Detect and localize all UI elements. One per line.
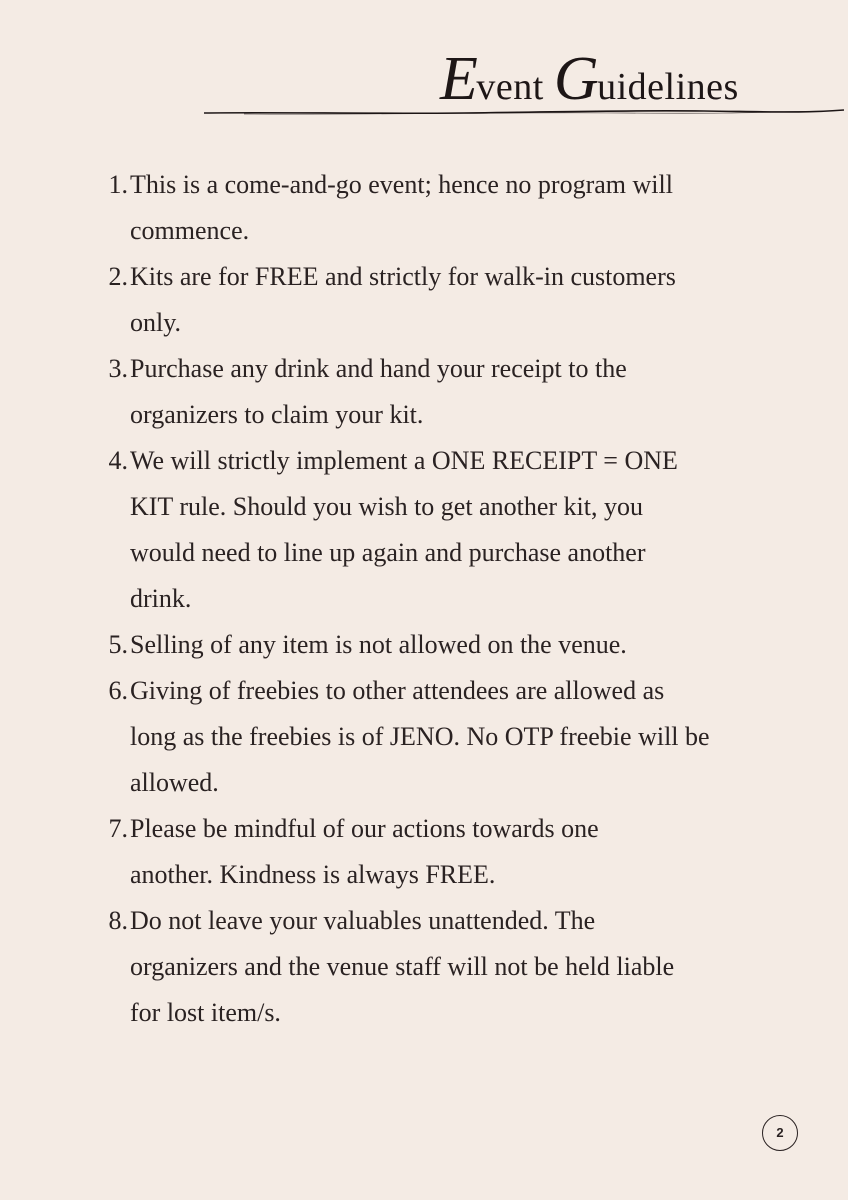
guideline-text: organizers and the venue staff will not be held liable <box>130 952 675 981</box>
guideline-text: This is a come-and-go event; hence no program will <box>130 170 673 199</box>
guideline-number: 7. <box>108 814 128 843</box>
title-initial-e: E <box>440 45 479 113</box>
guideline-item-2 <box>100 254 780 346</box>
title-underline <box>204 104 844 120</box>
guideline-text: organizers to claim your kit. <box>130 400 424 429</box>
guideline-text: Giving of freebies to other attendees are allowed as <box>130 676 665 705</box>
guideline-text: Selling of any item is not allowed on the venue. <box>130 630 627 659</box>
guideline-item-6 <box>100 668 780 806</box>
page-title <box>440 45 739 113</box>
guideline-number: 3. <box>108 354 128 383</box>
guideline-item-1 <box>100 162 780 254</box>
guideline-text: KIT rule. Should you wish to get another kit, you <box>130 492 643 521</box>
guideline-number: 6. <box>108 676 128 705</box>
title-word-event: vent <box>476 66 554 108</box>
guideline-text: commence. <box>130 216 250 245</box>
guideline-number: 4. <box>108 446 128 475</box>
title-initial-g: G <box>553 45 600 113</box>
guideline-text: Please be mindful of our actions towards one <box>130 814 599 843</box>
guideline-item-3 <box>100 346 780 438</box>
guideline-text: long as the freebies is of JENO. No OTP freebie will be <box>130 722 710 751</box>
guideline-number: 2. <box>108 262 128 291</box>
guideline-number: 8. <box>108 906 128 935</box>
guideline-text: would need to line up again and purchase another <box>130 538 646 567</box>
page-number-badge: 2 <box>762 1115 798 1151</box>
guideline-text: Do not leave your valuables unattended. The <box>130 906 596 935</box>
guideline-text: allowed. <box>130 768 219 797</box>
guideline-item-8 <box>100 898 780 1036</box>
guideline-text: We will strictly implement a ONE RECEIPT = ONE <box>130 446 678 475</box>
guideline-text: Kits are for FREE and strictly for walk-in customers <box>130 262 676 291</box>
guideline-item-5 <box>100 622 780 668</box>
guideline-text: for lost item/s. <box>130 998 281 1027</box>
guideline-text: Purchase any drink and hand your receipt to the <box>130 354 627 383</box>
guidelines-list <box>100 162 780 1036</box>
title-word-guidelines: uidelines <box>597 66 739 108</box>
guideline-item-7 <box>100 806 780 898</box>
guideline-text: drink. <box>130 584 192 613</box>
guideline-item-4 <box>100 438 780 622</box>
guideline-text: only. <box>130 308 182 337</box>
guideline-text: another. Kindness is always FREE. <box>130 860 496 889</box>
guideline-number: 5. <box>108 630 128 659</box>
guideline-number: 1. <box>108 170 128 199</box>
